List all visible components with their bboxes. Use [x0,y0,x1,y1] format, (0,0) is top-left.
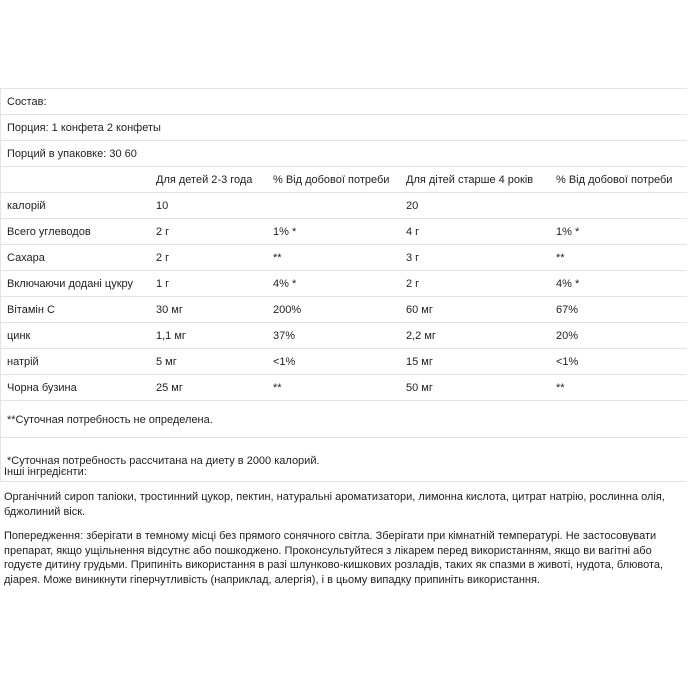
amount-kids-2-3: 2 г [156,226,170,238]
dv-kids-4-plus: 1% * [556,226,580,238]
table-row [1,323,687,349]
dv-kids-4-plus: 67% [556,304,579,316]
nutrient-name: натрій [7,356,39,368]
ingredients-text: Органічний сироп тапіоки, тростинний цукор, пектин, натуральні ароматизатори, лимонна кислота, цитрат натрію, рослинна олія, бджолиний віск. [4,491,665,518]
nutrient-name: Сахара [7,252,45,264]
amount-kids-4-plus: 4 г [406,226,420,238]
amount-kids-4-plus: 20 [406,200,419,212]
note-undefined: **Суточная потребность не определена. [7,414,213,426]
amount-kids-2-3: 25 мг [156,382,183,394]
amount-kids-4-plus: 50 мг [406,382,433,394]
dv-kids-4-plus: 20% [556,330,579,342]
amount-kids-2-3: 1,1 мг [156,330,186,342]
dv-kids-4-plus: 4% * [556,278,580,290]
amount-kids-4-plus: 60 мг [406,304,433,316]
dv-kids-2-3: ** [273,252,282,264]
dv-kids-2-3: 1% * [273,226,297,238]
nutrient-name: Чорна бузина [7,382,77,394]
table-row [1,271,687,297]
composition-label: Состав: [7,96,47,108]
nutrient-name: Включаючи додані цукру [7,278,134,290]
portion-row [1,115,687,141]
composition-row [1,89,687,115]
dv-kids-2-3: ** [273,382,282,394]
nutrient-name: цинк [7,330,31,342]
amount-kids-2-3: 10 [156,200,169,212]
nutrient-name: калорій [7,200,46,212]
dv-kids-2-3: 200% [273,304,302,316]
amount-kids-2-3: 30 мг [156,304,183,316]
table-header-row [1,167,687,193]
dv-kids-4-plus: ** [556,252,565,264]
table-row [1,349,687,375]
dv-kids-4-plus: ** [556,382,565,394]
header-cell-dv-kids-2-3: % Від добової потреби [273,174,390,186]
dv-kids-4-plus: <1% [556,356,579,368]
table-row [1,219,687,245]
servings-text: Порций в упаковке: 30 60 [7,148,137,160]
amount-kids-2-3: 2 г [156,252,170,264]
note-row-undefined [1,401,687,438]
amount-kids-2-3: 1 г [156,278,170,290]
amount-kids-4-plus: 2 г [406,278,420,290]
portion-text: Порция: 1 конфета 2 конфеты [7,122,161,134]
dv-kids-2-3: <1% [273,356,296,368]
amount-kids-2-3: 5 мг [156,356,177,368]
amount-kids-4-plus: 2,2 мг [406,330,436,342]
nutrient-name: Всего углеводов [7,226,91,238]
table-row [1,297,687,323]
nutrient-name: Вітамін С [7,304,55,316]
amount-kids-4-plus: 15 мг [406,356,433,368]
table-row [1,245,687,271]
dv-kids-2-3: 37% [273,330,296,342]
other-ingredients-label: Інші інгредієнти: [4,466,87,478]
dv-kids-2-3: 4% * [273,278,297,290]
warning-text: Попередження: зберігати в темному місці без прямого сонячного світла. Зберігати при кімнатній температурі. Не застосовувати препарат, якщо ущільнення відсутнє або пошкоджено. Проконсультуйтеся з лікарем перед використанням, якщо ви вагітні або годуєте дитину грудьми. Припиніть використання в разі шлунково-кишкових розладів, таких як спазми в животі, нудота, блювота, діарея. Може виникнути гіперчутливість (наприклад, алергія), і в цьому випадку припиніть використання. [4,530,664,586]
note-diet: *Суточная потребность рассчитана на диету в 2000 калорий. [7,455,320,467]
table-row [1,193,687,219]
table-row [1,375,687,401]
supplement-facts-panel [0,88,687,482]
amount-kids-4-plus: 3 г [406,252,420,264]
header-cell-kids-4-plus: Для дітей старше 4 років [406,174,534,186]
header-cell-kids-2-3: Для детей 2-3 года [156,174,253,186]
servings-row [1,141,687,167]
header-cell-dv-kids-4-plus: % Від добової потреби [556,174,673,186]
